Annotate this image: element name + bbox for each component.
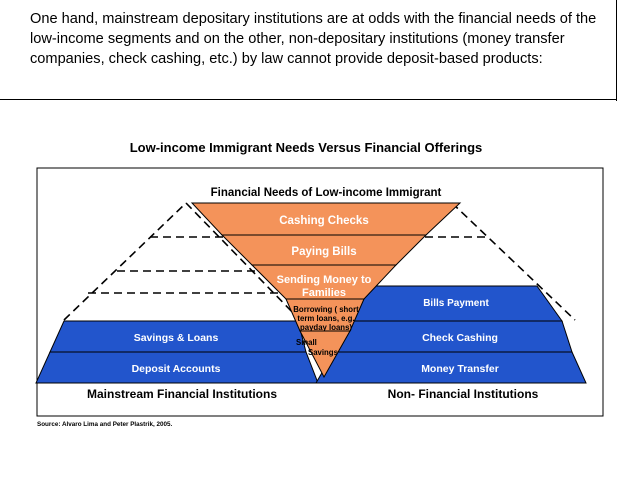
borrowing-label-line3: payday loans) <box>300 323 352 332</box>
diagram-title: Low-income Immigrant Needs Versus Financial Offerings <box>129 140 483 155</box>
deposit-accounts-label: Deposit Accounts <box>131 363 221 375</box>
check-cashing-label: Check Cashing <box>422 332 498 344</box>
intro-text: One hand, mainstream depositary institutions are at odds with the financial needs of the low-income segments and on the other, non-depositary institutions (money transfer companies, check cashing, etc.) by law cannot provide deposit-based products: <box>0 0 616 100</box>
small-savings-label-line1: Small <box>296 338 317 347</box>
cashing-checks-label: Cashing Checks <box>279 215 369 227</box>
source-note: Source: Alvaro Lima and Peter Plastrik, 2005. <box>37 421 173 428</box>
savings-loans-label: Savings & Loans <box>133 332 219 344</box>
non-financial-label: Non- Financial Institutions <box>387 387 539 401</box>
sending-money-label-line2: Families <box>301 287 347 299</box>
small-savings-label-line2: Savings <box>308 348 338 357</box>
bills-payment-label: Bills Payment <box>423 298 489 309</box>
paying-bills-label: Paying Bills <box>291 246 357 258</box>
money-transfer-label: Money Transfer <box>421 363 499 375</box>
borrowing-label-line2: term loans, e.g. <box>297 314 355 323</box>
needs-header: Financial Needs of Low-income Immigrant <box>210 187 442 199</box>
sending-money-label-line1: Sending Money to <box>276 274 372 286</box>
borrowing-label-line1: Borrowing ( short <box>293 305 359 314</box>
mainstream-label: Mainstream Financial Institutions <box>86 387 278 401</box>
